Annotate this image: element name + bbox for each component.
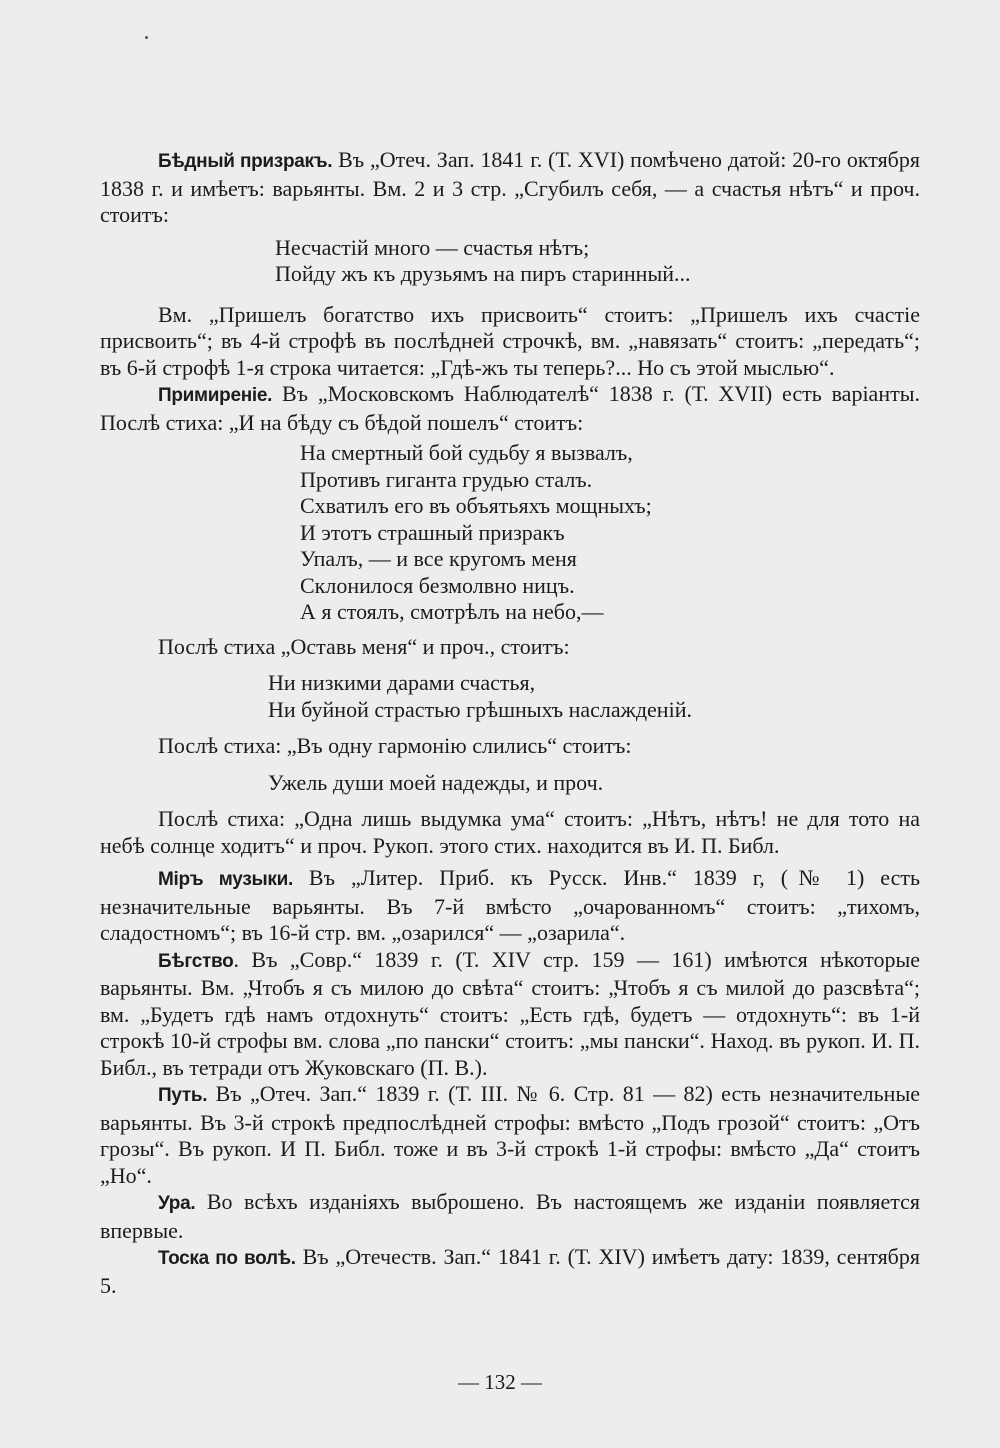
entry-heading: Путь.: [158, 1085, 208, 1106]
speck-mark: [145, 36, 148, 39]
verse-line: Упалъ, — и все кругомъ меня: [300, 546, 577, 571]
verse-line: Ни буйной страстью грѣшныхъ наслажденій.: [268, 696, 692, 722]
entry-bedny-prizrak: [100, 147, 920, 229]
paragraph: Послѣ стиха: „Одна лишь выдумка ума“ стоитъ: „Нѣтъ, нѣтъ! не для тото на небѣ солнце ходитъ“ и проч. Рукоп. этого стих. находится въ И. П. Библ.: [100, 806, 920, 858]
entry-heading: Бѣгство: [158, 950, 234, 972]
entry-begstvo: [100, 947, 920, 1082]
paragraph: Послѣ стиха „Оставь меня“ и проч., стоитъ:: [158, 633, 570, 659]
paragraph: Вм. „Пришелъ богатство ихъ присвоить“ стоитъ: „Пришелъ ихъ счастіе присвоить“; въ 4-й строфѣ въ послѣдней строчкѣ, вм. „навязать“ стоитъ: „передать“; въ 6-й строфѣ 1-я строка читается: „Гдѣ-жъ ты теперь?... Но съ этой мыслью“.: [100, 301, 920, 380]
page-number: — 132 —: [458, 1370, 542, 1394]
entry-text: Въ „Отеч. Зап. 1841 г. (Т. XVI) помѣчено датой: 20-го октября 1838 г. и имѣетъ: варьянты. Вм. 2 и 3 стр. „Сгубилъ себя, — а счастья нѣтъ“ и проч. стоитъ:: [100, 147, 920, 227]
verse-quote: [100, 235, 920, 288]
entry-heading: Бѣдный призракъ.: [158, 151, 333, 172]
verse-quote: [100, 770, 920, 797]
entry-text: Во всѣхъ изданіяхъ выброшено. Въ настоящемъ же изданіи появляется впервые.: [100, 1189, 920, 1243]
entry-text: . Въ „Совр.“ 1839 г. (Т. XIV стр. 159 — 161) имѣются нѣкоторые варьянты. Вм. „Чтобъ я съ милою до свѣта“ стоитъ: „Чтобъ я съ милой до разсвѣта“; вм. „Будетъ гдѣ намъ отдохнуть“ стоитъ: „Есть гдѣ, будетъ — отдохнуть“: въ 1-й строкѣ 10-й строфы вм. слова „по пански“ стоитъ: „мы пански“. Наход. въ рукоп. И. П. Библ., въ тетради отъ Жуковскаго (П. В.).: [100, 946, 920, 1080]
entry-primirenie: [100, 381, 920, 436]
verse-quote: [100, 440, 920, 626]
entry-heading: Тоска по волѣ.: [158, 1248, 296, 1269]
entry-heading: Примиреніе.: [158, 385, 273, 406]
verse-line: Схватилъ его въ объятьяхъ мощныхъ;: [300, 493, 652, 518]
verse-quote: [100, 670, 920, 723]
paragraph: Послѣ стиха: „Въ одну гармонію слились“ стоитъ:: [158, 733, 632, 758]
entry-mir-muzyki: [100, 865, 920, 947]
verse-line: Ни низкими дарами счастья,: [268, 670, 536, 695]
entry-text: Въ „Литер. Приб. къ Русск. Инв.“ 1839 г, (№ 1) есть незначительные варьянты. Въ 7-й вмѣсто „очарованномъ“ стоитъ: „тихомъ, сладостномъ“; въ 16-й стр. вм. „озарился“ — „озарила“.: [100, 865, 920, 945]
entry-text: Въ „Московскомъ Наблюдателѣ“ 1838 г. (Т. XVII) есть варіанты. Послѣ стиха: „И на бѣду съ бѣдой пошелъ“ стоитъ:: [100, 381, 920, 435]
verse-line: Пойду жъ къ друзьямъ на пиръ старинный...: [275, 261, 691, 286]
page-body: [100, 147, 920, 1299]
entry-heading: Ура.: [158, 1193, 196, 1214]
entry-text: Въ „Отеч. Зап.“ 1839 г. (Т. III. № 6. Стр. 81 — 82) есть незначительные варьянты. Въ 3-й строкѣ предпослѣдней строфы: вмѣсто „Подъ грозой“ стоитъ: „Отъ грозы“. Въ рукоп. И П. Библ. тоже и въ 3-й строкѣ 1-й строфы: вмѣсто „Да“ стоитъ „Но“.: [100, 1081, 920, 1188]
verse-line: А я стоялъ, смотрѣлъ на небо,—: [300, 599, 604, 624]
entry-heading: Міръ музыки.: [158, 869, 293, 890]
verse-line: Склонилося безмолвно ницъ.: [300, 572, 575, 598]
entry-ura: [100, 1189, 920, 1244]
entry-toska-po-vole: [100, 1244, 920, 1299]
verse-line: Несчастій много — счастья нѣтъ;: [275, 234, 590, 260]
verse-line: И этотъ страшный призракъ: [300, 519, 565, 545]
entry-put: [100, 1081, 920, 1189]
entry-text: Въ „Отечеств. Зап.“ 1841 г. (Т. XIV) имѣетъ дату: 1839, сентября 5.: [100, 1244, 920, 1298]
verse-line: На смертный бой судьбу я вызвалъ,: [300, 440, 633, 465]
verse-line: Противъ гиганта грудью сталъ.: [300, 466, 593, 492]
verse-line: Ужель души моей надежды, и проч.: [268, 769, 604, 795]
